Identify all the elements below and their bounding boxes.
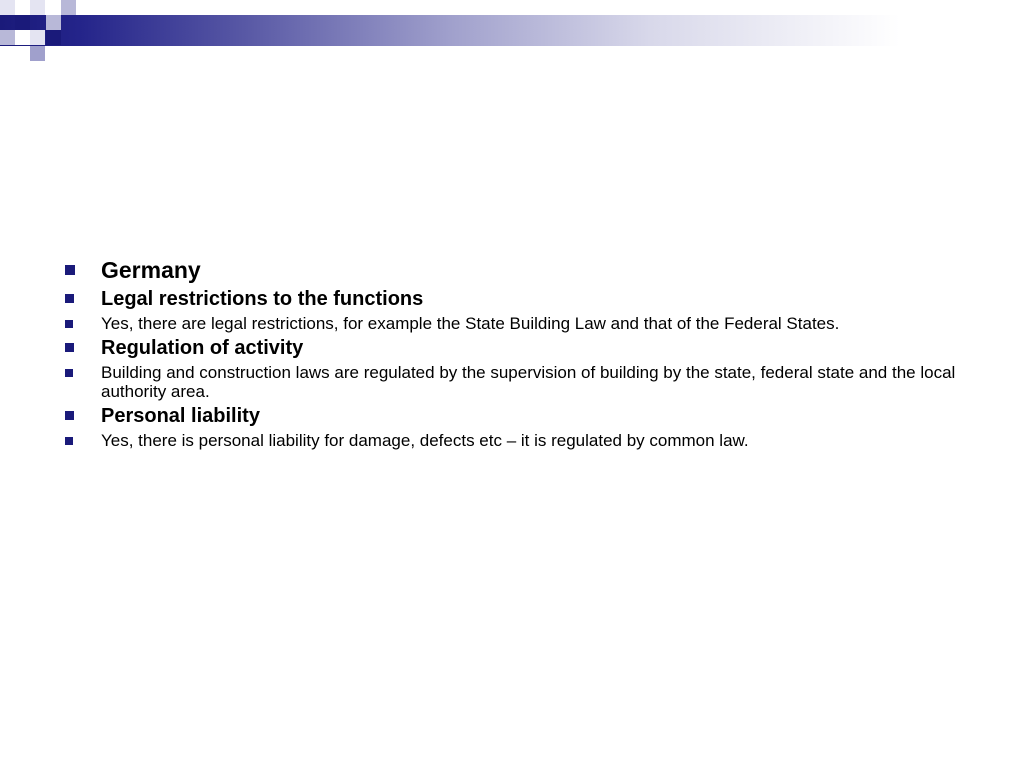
body-text-liability: Yes, there is personal liability for damage, defects etc – it is regulated by common law. [101,431,749,450]
section-heading-regulation: Regulation of activity [101,337,304,359]
section-heading-legal-restrictions: Legal restrictions to the functions [101,288,424,310]
square-pale [30,0,45,15]
square-pale [30,30,45,45]
header-gradient-band [0,15,1024,46]
square-dark [15,15,30,30]
square-light [46,15,61,30]
square-white [46,0,61,15]
bullet-item-body [63,314,983,333]
bullet-item-heading [63,404,983,428]
slide-content [63,256,983,450]
square-dark [46,30,61,45]
square-white [15,30,30,45]
square-light [61,0,76,15]
square-light [0,30,15,45]
bullet-item-country [63,256,983,284]
body-text-legal-restrictions: Yes, there are legal restrictions, for example the State Building Law and that of the Federal States. [101,314,840,333]
country-title: Germany [101,257,201,283]
square-light [30,46,45,61]
body-text-regulation: Building and construction laws are regulated by the supervision of building by the state, federal state and the local authority area. [101,363,956,401]
bullet-item-heading [63,287,983,311]
bullet-item-body [63,363,983,401]
square-pale [0,0,15,15]
bullet-item-body [63,431,983,450]
section-heading-liability: Personal liability [101,405,260,427]
bullet-item-heading [63,336,983,360]
